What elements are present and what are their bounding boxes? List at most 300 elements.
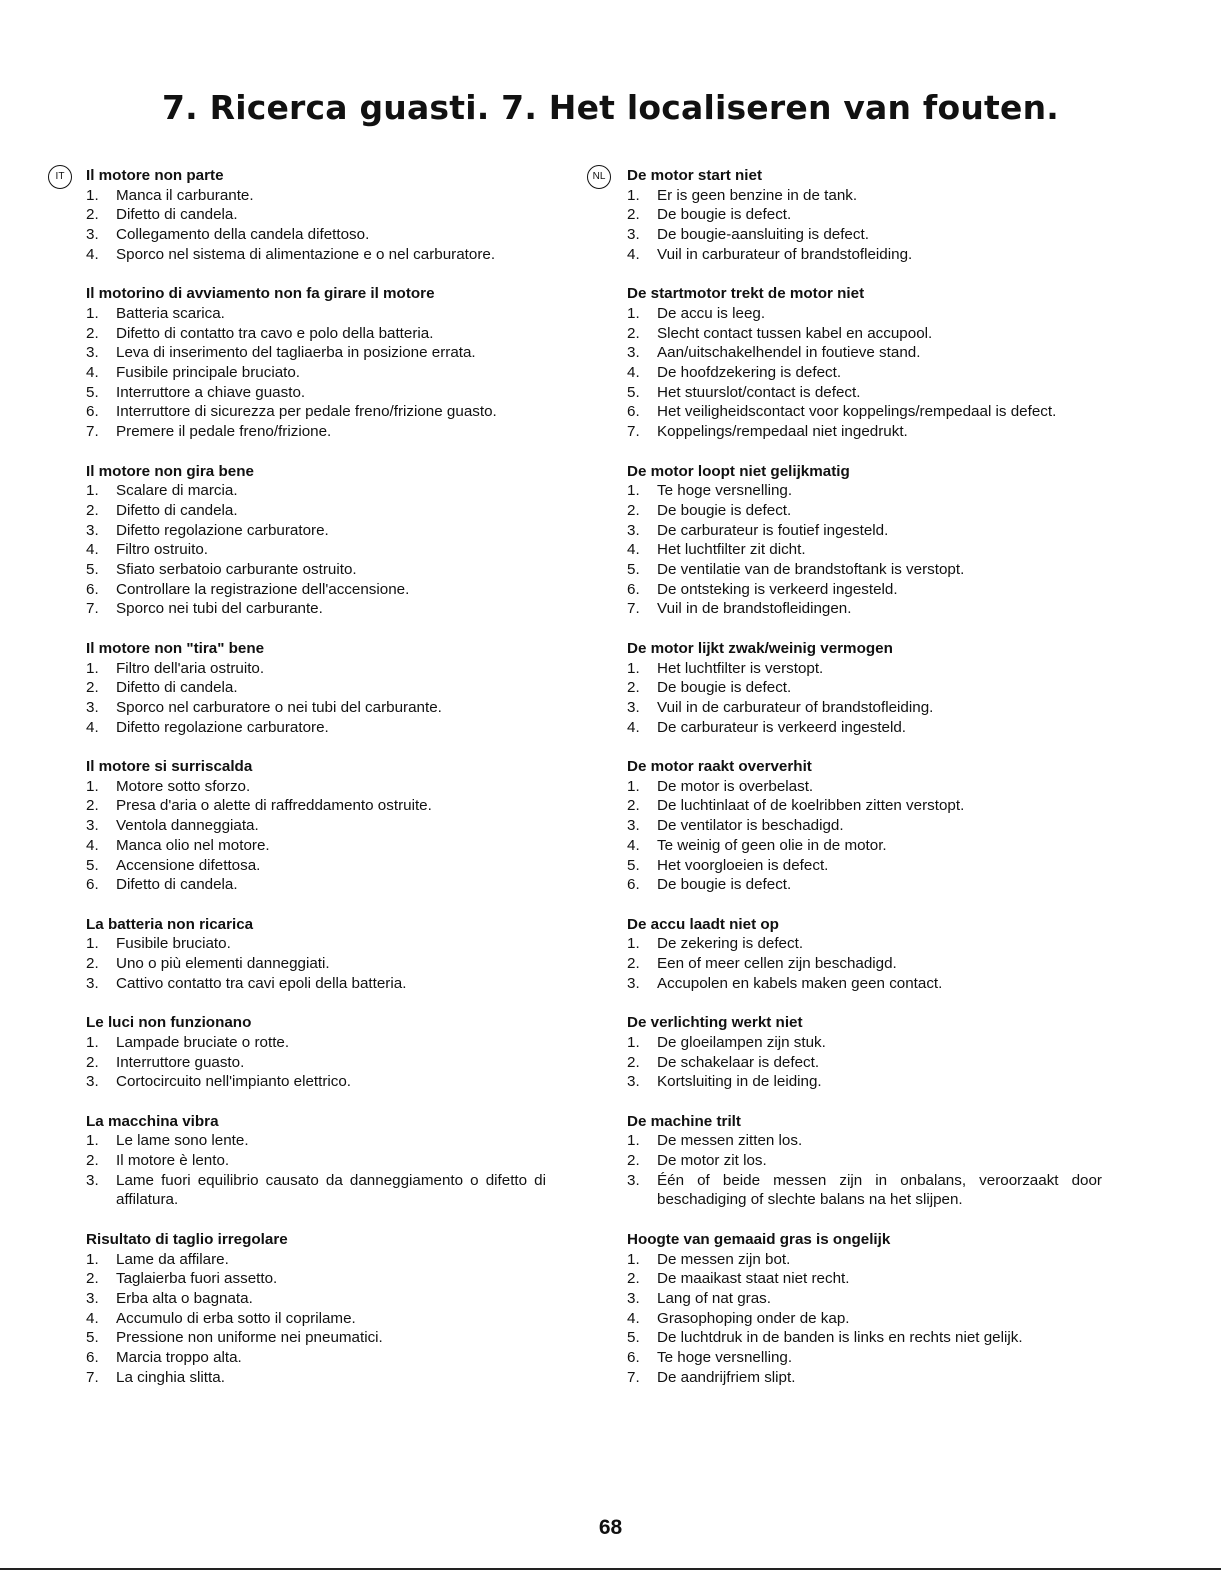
- list-item: [86, 1151, 546, 1171]
- troubleshooting-section: [86, 1230, 546, 1388]
- item-number: 1.: [86, 1132, 99, 1150]
- item-text: Een of meer cellen zijn beschadigd.: [657, 955, 897, 973]
- section-heading: Le luci non funzionano: [86, 1014, 252, 1032]
- item-text: Koppelings/rempedaal niet ingedrukt.: [657, 423, 908, 441]
- item-number: 7.: [627, 1368, 640, 1386]
- item-number: 3.: [627, 974, 640, 992]
- list-item: [627, 481, 1102, 501]
- item-number: 3.: [86, 521, 99, 539]
- list-item: [627, 678, 1102, 698]
- list-item: [627, 796, 1102, 816]
- item-number: 7.: [86, 1368, 99, 1386]
- list-item: [627, 1368, 1102, 1388]
- list-item: [627, 816, 1102, 836]
- item-number: 1.: [86, 659, 99, 677]
- section-heading: Hoogte van gemaaid gras is ongelijk: [627, 1230, 891, 1248]
- section-heading: De motor loopt niet gelijkmatig: [627, 462, 850, 480]
- item-text: Difetto di candela.: [116, 206, 238, 224]
- item-number: 1.: [627, 304, 640, 322]
- item-number: 1.: [86, 935, 99, 953]
- item-number: 3.: [86, 698, 99, 716]
- item-number: 4.: [627, 364, 640, 382]
- item-number: 3.: [627, 521, 640, 539]
- item-text: Te hoge versnelling.: [657, 1349, 793, 1367]
- item-number: 5.: [86, 561, 99, 579]
- section-heading: Il motore non parte: [86, 167, 224, 184]
- item-number: 3.: [86, 344, 99, 362]
- list-item: [86, 836, 546, 856]
- item-text: De ventilator is beschadigd.: [657, 817, 844, 835]
- item-number: 5.: [627, 1329, 640, 1347]
- item-text: Manca il carburante.: [116, 186, 254, 204]
- item-text: Scalare di marcia.: [116, 482, 238, 500]
- item-text: Difetto regolazione carburatore.: [116, 521, 329, 539]
- section-heading: La macchina vibra: [86, 1112, 219, 1130]
- item-text: De bougie is defect.: [657, 206, 792, 224]
- item-text: Ventola danneggiata.: [116, 817, 259, 835]
- item-text: Te hoge versnelling.: [657, 482, 793, 500]
- item-text: De bougie is defect.: [657, 876, 792, 894]
- item-text: Vuil in carburateur of brandstofleiding.: [657, 245, 913, 263]
- dutch-column: [627, 166, 1102, 1407]
- troubleshooting-section: [86, 915, 546, 994]
- item-text: Accupolen en kabels maken geen contact.: [657, 974, 943, 992]
- list-item: [627, 402, 1102, 422]
- item-number: 2.: [86, 501, 99, 519]
- item-number: 3.: [86, 1171, 99, 1189]
- list-item: [627, 324, 1102, 344]
- list-item: [627, 1309, 1102, 1329]
- list-item: [86, 954, 546, 974]
- list-item: [627, 875, 1102, 895]
- item-text: Pressione non uniforme nei pneumatici.: [116, 1329, 383, 1347]
- item-text: De bougie is defect.: [657, 679, 792, 697]
- list-item: [86, 324, 546, 344]
- item-number: 2.: [627, 797, 640, 815]
- item-number: 4.: [86, 541, 99, 559]
- item-number: 4.: [86, 718, 99, 736]
- list-item: [86, 974, 546, 994]
- list-item: [86, 1348, 546, 1368]
- list-item: [86, 1053, 546, 1073]
- list-item: [86, 343, 546, 363]
- troubleshooting-section: [627, 1112, 1102, 1211]
- list-item: [86, 777, 546, 797]
- item-number: 4.: [86, 245, 99, 263]
- item-text: Het luchtfilter zit dicht.: [657, 541, 806, 559]
- item-number: 4.: [86, 1309, 99, 1327]
- item-number: 7.: [86, 600, 99, 618]
- item-text: Controllare la registrazione dell'accensione.: [116, 580, 410, 598]
- item-text: De luchtinlaat of de koelribben zitten verstopt.: [657, 797, 965, 815]
- item-text: Sporco nel sistema di alimentazione e o nel carburatore.: [116, 245, 496, 263]
- item-text: De gloeilampen zijn stuk.: [657, 1033, 826, 1051]
- troubleshooting-section: [86, 1013, 546, 1092]
- item-text: De accu is leeg.: [657, 304, 766, 322]
- item-text: Uno o più elementi danneggiati.: [116, 955, 330, 973]
- item-text: Sporco nei tubi del carburante.: [116, 600, 323, 618]
- list-item: [627, 304, 1102, 324]
- item-number: 4.: [627, 1309, 640, 1327]
- item-text: Lame da affilare.: [116, 1250, 229, 1268]
- item-text: Motore sotto sforzo.: [116, 777, 251, 795]
- list-item: [86, 560, 546, 580]
- list-item: [627, 777, 1102, 797]
- item-number: 1.: [86, 186, 99, 204]
- item-text: Kortsluiting in de leiding.: [657, 1073, 822, 1091]
- item-number: 1.: [86, 304, 99, 322]
- list-item: [627, 225, 1102, 245]
- troubleshooting-section: [627, 1013, 1102, 1092]
- list-item: [627, 1053, 1102, 1073]
- item-text: Il motore è lento.: [116, 1152, 230, 1170]
- item-number: 1.: [627, 482, 640, 500]
- list-item: [627, 1269, 1102, 1289]
- item-text: De messen zitten los.: [657, 1132, 803, 1150]
- list-item: [86, 1250, 546, 1270]
- item-number: 5.: [86, 856, 99, 874]
- item-text: De hoofdzekering is defect.: [657, 364, 842, 382]
- list-item: [86, 1072, 546, 1092]
- item-text: De ventilatie van de brandstoftank is verstopt.: [657, 561, 965, 579]
- item-number: 2.: [627, 501, 640, 519]
- list-item: [86, 1368, 546, 1388]
- item-number: 4.: [627, 541, 640, 559]
- item-text: Interruttore di sicurezza per pedale freno/frizione guasto.: [116, 403, 497, 421]
- item-text: Filtro ostruito.: [116, 541, 208, 559]
- item-text: Vuil in de brandstofleidingen.: [657, 600, 852, 618]
- item-text: De motor is overbelast.: [657, 777, 814, 795]
- item-number: 2.: [86, 206, 99, 224]
- item-text: Le lame sono lente.: [116, 1132, 249, 1150]
- list-item: [627, 836, 1102, 856]
- item-number: 6.: [627, 1349, 640, 1367]
- item-text: Cattivo contatto tra cavi epoli della batteria.: [116, 974, 407, 992]
- list-item: [86, 225, 546, 245]
- troubleshooting-section: [627, 284, 1102, 442]
- list-item: [86, 1131, 546, 1151]
- item-number: 6.: [86, 876, 99, 894]
- troubleshooting-section: [627, 1230, 1102, 1388]
- item-text: De ontsteking is verkeerd ingesteld.: [657, 580, 898, 598]
- list-item: [627, 501, 1102, 521]
- section-heading: Il motore si surriscalda: [86, 758, 253, 776]
- item-text: Cortocircuito nell'impianto elettrico.: [116, 1073, 352, 1091]
- item-text: Filtro dell'aria ostruito.: [116, 659, 265, 677]
- list-item: [86, 245, 546, 265]
- item-number: 7.: [627, 423, 640, 441]
- list-item: [627, 1072, 1102, 1092]
- list-item: [86, 1309, 546, 1329]
- item-number: 4.: [627, 836, 640, 854]
- list-item: [627, 1328, 1102, 1348]
- item-number: 2.: [627, 206, 640, 224]
- item-text: Accensione difettosa.: [116, 856, 261, 874]
- item-text: Taglaierba fuori assetto.: [116, 1270, 278, 1288]
- item-text: Het luchtfilter is verstopt.: [657, 659, 824, 677]
- troubleshooting-section: [86, 757, 546, 895]
- item-text: De bougie-aansluiting is defect.: [657, 226, 869, 244]
- item-text: Één of beide messen zijn in onbalans, veroorzaakt door beschadiging of slechte balans na het slijpen.: [657, 1171, 1102, 1209]
- troubleshooting-section: [86, 166, 546, 265]
- list-item: [86, 856, 546, 876]
- item-number: 3.: [627, 698, 640, 716]
- section-heading: Il motorino di avviamento non fa girare il motore: [86, 285, 435, 303]
- list-item: [627, 186, 1102, 206]
- list-item: [86, 540, 546, 560]
- list-item: [86, 599, 546, 619]
- item-text: Sporco nel carburatore o nei tubi del carburante.: [116, 698, 442, 716]
- list-item: [627, 1289, 1102, 1309]
- item-text: De bougie is defect.: [657, 501, 792, 519]
- list-item: [627, 856, 1102, 876]
- italian-column: [86, 166, 546, 1407]
- item-text: Lang of nat gras.: [657, 1289, 771, 1307]
- item-number: 2.: [627, 324, 640, 342]
- item-text: Lame fuori equilibrio causato da danneggiamento o difetto di affilatura.: [116, 1171, 546, 1209]
- list-item: [86, 1269, 546, 1289]
- section-heading: La batteria non ricarica: [86, 915, 254, 933]
- item-number: 3.: [627, 344, 640, 362]
- section-heading: Il motore non "tira" bene: [86, 639, 265, 657]
- item-number: 2.: [86, 1053, 99, 1071]
- page-number: 68: [598, 1516, 623, 1539]
- list-item: [627, 521, 1102, 541]
- troubleshooting-section: [627, 166, 1102, 265]
- item-number: 1.: [86, 482, 99, 500]
- item-number: 5.: [86, 1329, 99, 1347]
- list-item: [627, 934, 1102, 954]
- item-number: 3.: [627, 1289, 640, 1307]
- list-item: [627, 343, 1102, 363]
- item-text: De schakelaar is defect.: [657, 1053, 820, 1071]
- list-item: [86, 1171, 546, 1210]
- item-number: 2.: [627, 1053, 640, 1071]
- item-text: Difetto di contatto tra cavo e polo della batteria.: [116, 324, 434, 342]
- list-item: [627, 205, 1102, 225]
- list-item: [86, 678, 546, 698]
- item-text: Interruttore a chiave guasto.: [116, 383, 306, 401]
- list-item: [86, 1328, 546, 1348]
- list-item: [627, 1250, 1102, 1270]
- list-item: [627, 245, 1102, 265]
- item-text: Sfiato serbatoio carburante ostruito.: [116, 561, 357, 579]
- item-number: 3.: [86, 1289, 99, 1307]
- list-item: [86, 304, 546, 324]
- list-item: [86, 934, 546, 954]
- list-item: [86, 1033, 546, 1053]
- troubleshooting-section: [627, 639, 1102, 738]
- troubleshooting-section: [627, 915, 1102, 994]
- troubleshooting-section: [86, 1112, 546, 1211]
- item-number: 4.: [627, 718, 640, 736]
- item-number: 3.: [86, 1073, 99, 1091]
- item-text: Difetto di candela.: [116, 679, 238, 697]
- item-number: 1.: [627, 186, 640, 204]
- item-text: De maaikast staat niet recht.: [657, 1270, 850, 1288]
- list-item: [86, 521, 546, 541]
- item-number: 5.: [627, 561, 640, 579]
- item-text: Marcia troppo alta.: [116, 1349, 242, 1367]
- item-number: 4.: [86, 364, 99, 382]
- item-text: Fusibile principale bruciato.: [116, 364, 301, 382]
- item-text: Het stuurslot/contact is defect.: [657, 383, 861, 401]
- item-number: 6.: [86, 1349, 99, 1367]
- item-number: 2.: [86, 955, 99, 973]
- item-number: 2.: [86, 679, 99, 697]
- item-text: De messen zijn bot.: [657, 1250, 791, 1268]
- list-item: [86, 481, 546, 501]
- item-number: 2.: [627, 955, 640, 973]
- list-item: [627, 383, 1102, 403]
- troubleshooting-section: [86, 639, 546, 738]
- list-item: [627, 698, 1102, 718]
- list-item: [627, 422, 1102, 442]
- item-text: Slecht contact tussen kabel en accupool.: [657, 324, 933, 342]
- item-number: 1.: [86, 1033, 99, 1051]
- item-text: Aan/uitschakelhendel in foutieve stand.: [657, 344, 921, 362]
- troubleshooting-section: [627, 462, 1102, 620]
- item-number: 1.: [86, 777, 99, 795]
- list-item: [86, 816, 546, 836]
- item-text: De motor zit los.: [657, 1152, 767, 1170]
- list-item: [627, 580, 1102, 600]
- item-number: 1.: [627, 935, 640, 953]
- item-number: 3.: [627, 1073, 640, 1091]
- list-item: [627, 718, 1102, 738]
- item-number: 4.: [86, 836, 99, 854]
- item-number: 6.: [627, 876, 640, 894]
- item-number: 2.: [86, 324, 99, 342]
- section-heading: De machine trilt: [627, 1112, 741, 1130]
- list-item: [86, 205, 546, 225]
- item-number: 2.: [627, 1152, 640, 1170]
- page-title: 7. Ricerca guasti. 7. Het localiseren van fouten.: [162, 88, 1059, 127]
- list-item: [86, 501, 546, 521]
- list-item: [627, 954, 1102, 974]
- item-text: Premere il pedale freno/frizione.: [116, 423, 332, 441]
- item-text: Interruttore guasto.: [116, 1053, 245, 1071]
- item-number: 5.: [86, 383, 99, 401]
- item-text: Manca olio nel motore.: [116, 836, 270, 854]
- list-item: [86, 383, 546, 403]
- list-item: [627, 599, 1102, 619]
- item-number: 1.: [86, 1250, 99, 1268]
- item-text: De aandrijfriem slipt.: [657, 1368, 796, 1386]
- section-heading: De verlichting werkt niet: [627, 1014, 803, 1032]
- list-item: [86, 1289, 546, 1309]
- bottom-rule: [0, 1568, 1221, 1570]
- item-text: Difetto di candela.: [116, 876, 238, 894]
- list-item: [86, 796, 546, 816]
- list-item: [627, 363, 1102, 383]
- item-number: 7.: [86, 423, 99, 441]
- item-text: Het voorgloeien is defect.: [657, 856, 829, 874]
- item-number: 6.: [86, 580, 99, 598]
- item-number: 6.: [627, 403, 640, 421]
- list-item: [86, 718, 546, 738]
- section-heading: De motor raakt oververhit: [627, 758, 812, 776]
- troubleshooting-section: [86, 284, 546, 442]
- list-item: [86, 422, 546, 442]
- item-number: 5.: [627, 856, 640, 874]
- list-item: [86, 580, 546, 600]
- item-number: 2.: [627, 1270, 640, 1288]
- item-number: 3.: [627, 226, 640, 244]
- item-text: Difetto di candela.: [116, 501, 238, 519]
- list-item: [86, 363, 546, 383]
- item-text: Te weinig of geen olie in de motor.: [657, 836, 887, 854]
- list-item: [627, 1171, 1102, 1210]
- item-text: Collegamento della candela difettoso.: [116, 226, 370, 244]
- troubleshooting-section: [86, 462, 546, 620]
- item-number: 2.: [627, 679, 640, 697]
- list-item: [86, 875, 546, 895]
- list-item: [627, 1033, 1102, 1053]
- item-number: 3.: [627, 817, 640, 835]
- section-heading: De accu laadt niet op: [627, 915, 779, 933]
- item-text: Het veiligheidscontact voor koppelings/rempedaal is defect.: [657, 403, 1057, 421]
- section-heading: Il motore non gira bene: [86, 462, 254, 480]
- list-item: [627, 560, 1102, 580]
- list-item: [627, 1348, 1102, 1368]
- item-number: 3.: [627, 1171, 640, 1189]
- item-number: 1.: [627, 659, 640, 677]
- item-number: 5.: [627, 383, 640, 401]
- item-text: Lampade bruciate o rotte.: [116, 1033, 290, 1051]
- item-text: Grasophoping onder de kap.: [657, 1309, 850, 1327]
- item-text: Accumulo di erba sotto il coprilame.: [116, 1309, 356, 1327]
- list-item: [86, 402, 546, 422]
- item-number: 2.: [86, 1152, 99, 1170]
- item-number: 3.: [86, 226, 99, 244]
- list-item: [86, 659, 546, 679]
- item-text: De luchtdruk in de banden is links en rechts niet gelijk.: [657, 1329, 1023, 1347]
- item-number: 3.: [86, 974, 99, 992]
- item-number: 7.: [627, 600, 640, 618]
- section-heading: De motor start niet: [627, 167, 763, 184]
- item-text: Difetto regolazione carburatore.: [116, 718, 329, 736]
- item-text: De carburateur is foutief ingesteld.: [657, 521, 889, 539]
- list-item: [627, 974, 1102, 994]
- list-item: [627, 1131, 1102, 1151]
- item-text: Er is geen benzine in de tank.: [657, 186, 858, 204]
- item-number: 1.: [627, 1033, 640, 1051]
- section-heading: Risultato di taglio irregolare: [86, 1230, 288, 1248]
- section-heading: De startmotor trekt de motor niet: [627, 285, 865, 303]
- list-item: [627, 540, 1102, 560]
- item-text: Leva di inserimento del tagliaerba in posizione errata.: [116, 344, 476, 362]
- item-number: 6.: [627, 580, 640, 598]
- item-number: 2.: [86, 1270, 99, 1288]
- item-text: De carburateur is verkeerd ingesteld.: [657, 718, 907, 736]
- item-text: La cinghia slitta.: [116, 1368, 225, 1386]
- list-item: [627, 659, 1102, 679]
- item-text: Fusibile bruciato.: [116, 935, 231, 953]
- item-text: Presa d'aria o alette di raffreddamento ostruite.: [116, 797, 432, 815]
- item-text: Vuil in de carburateur of brandstofleiding.: [657, 698, 934, 716]
- item-number: 4.: [627, 245, 640, 263]
- language-badge-dutch: NL: [587, 165, 611, 189]
- list-item: [627, 1151, 1102, 1171]
- item-number: 1.: [627, 777, 640, 795]
- item-text: De zekering is defect.: [657, 935, 804, 953]
- language-badge-italian: IT: [48, 165, 72, 189]
- item-number: 1.: [627, 1250, 640, 1268]
- item-text: Batteria scarica.: [116, 304, 225, 322]
- item-number: 6.: [86, 403, 99, 421]
- item-number: 1.: [627, 1132, 640, 1150]
